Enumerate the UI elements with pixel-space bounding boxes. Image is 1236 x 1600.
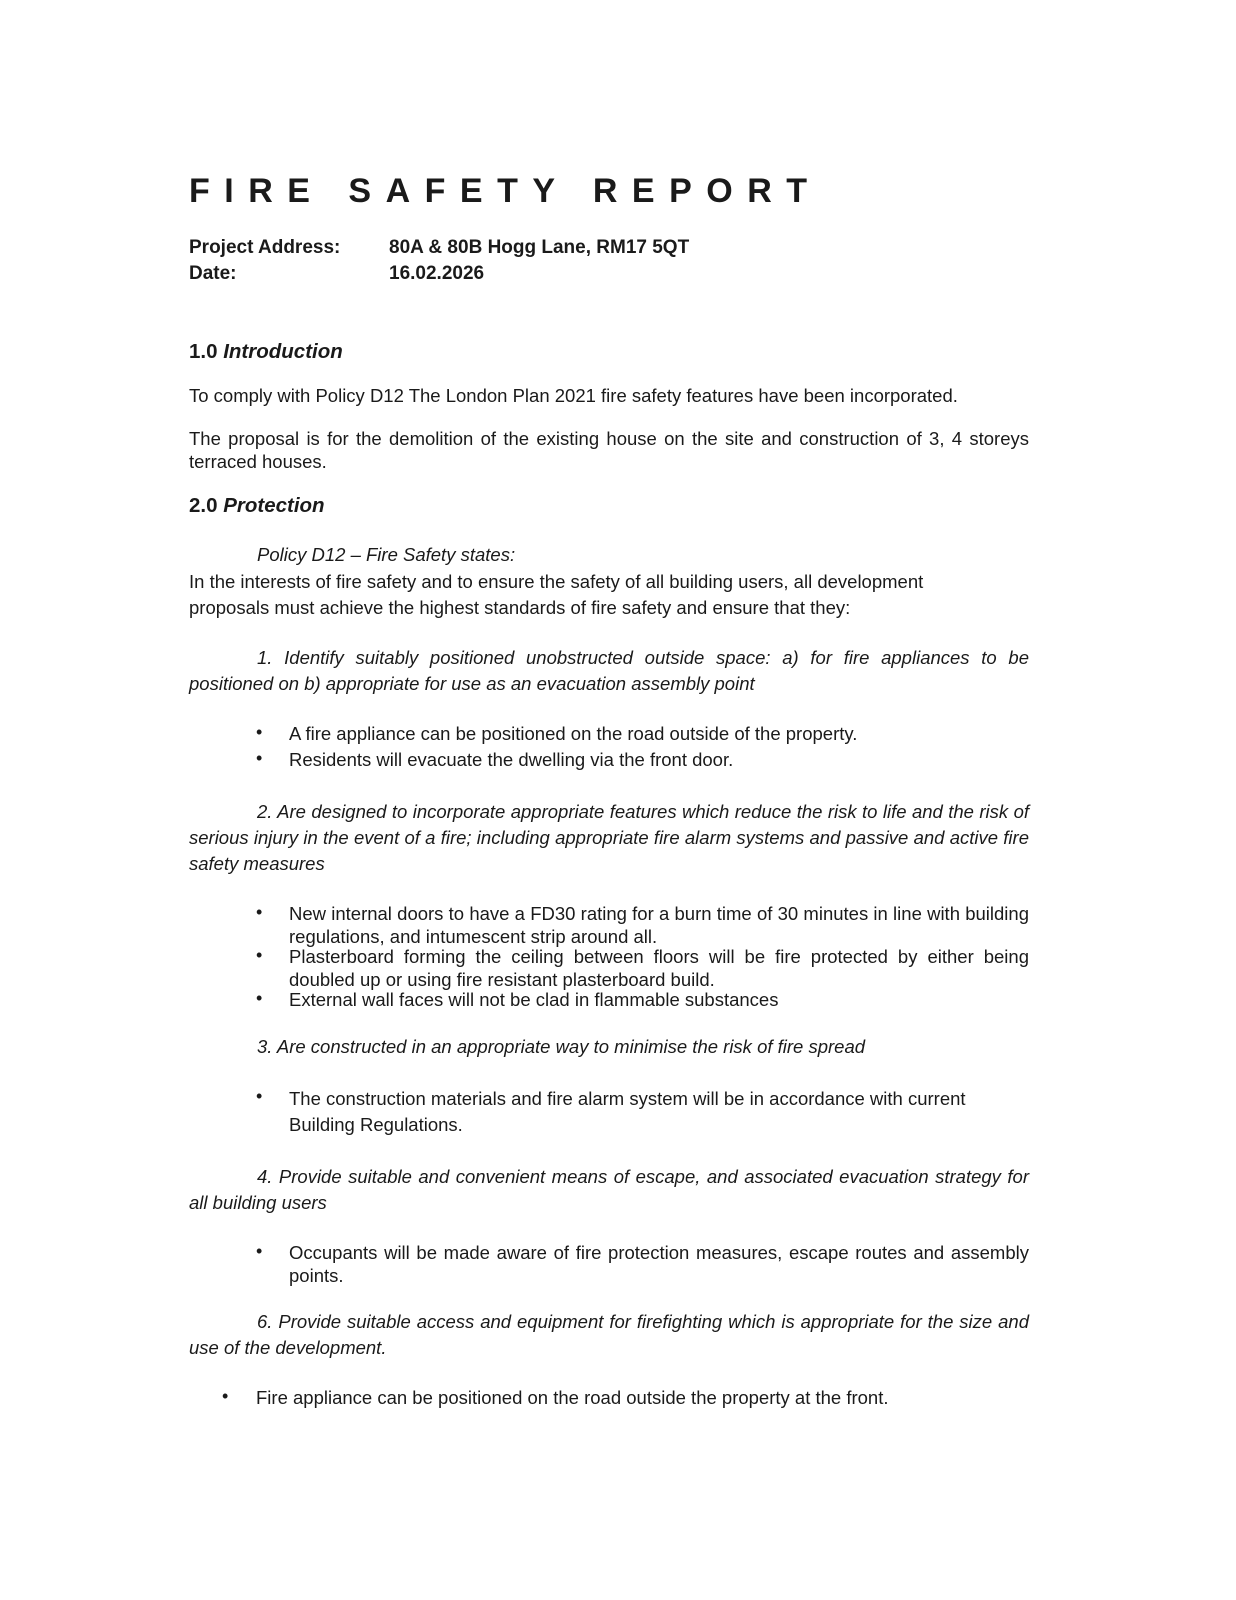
section-number: 1.0 (189, 340, 218, 363)
bullet-marker: • (256, 988, 263, 1008)
date-value: 16.02.2026 (389, 263, 485, 284)
bullet-item: A fire appliance can be positioned on the road outside of the property. (289, 723, 858, 744)
policy-item-heading: 4. Provide suitable and convenient means of escape, and associated evacuation strategy for all building users (189, 1166, 1029, 1213)
policy-item-heading: 3. Are constructed in an appropriate way to minimise the risk of fire spread (257, 1036, 866, 1057)
intro-paragraph-1: To comply with Policy D12 The London Plan 2021 fire safety features have been incorporated. (189, 385, 958, 406)
page-title: FIRE SAFETY REPORT (189, 172, 822, 210)
bullet-marker: • (256, 748, 263, 768)
bullet-item: Residents will evacuate the dwelling via the front door. (289, 749, 734, 770)
policy-item-heading: 2. Are designed to incorporate appropriate features which reduce the risk to life and the risk of serious injury in the event of a fire; including appropriate fire alarm systems and passive and active fire safety measures (189, 801, 1029, 874)
date-label: Date: (189, 263, 237, 284)
bullet-item: Occupants will be made aware of fire protection measures, escape routes and assembly points. (289, 1242, 1029, 1286)
policy-lead: Policy D12 – Fire Safety states: (257, 544, 516, 565)
project-address-label: Project Address: (189, 237, 341, 258)
intro-paragraph-2: The proposal is for the demolition of the existing house on the site and construction of 3, 4 storeys terraced houses. (189, 428, 1029, 472)
bullet-marker: • (256, 945, 263, 965)
section-title: Introduction (223, 340, 343, 363)
bullet-marker: • (256, 902, 263, 922)
bullet-item: Fire appliance can be positioned on the road outside the property at the front. (256, 1387, 889, 1408)
bullet-item: Plasterboard forming the ceiling between floors will be fire protected by either being doubled up or using fire resistant plasterboard build. (289, 946, 1029, 990)
bullet-marker: • (256, 1241, 263, 1261)
section-title: Protection (223, 494, 325, 517)
bullet-item: New internal doors to have a FD30 rating for a burn time of 30 minutes in line with building regulations, and intumescent strip around all. (289, 903, 1029, 947)
section-heading-introduction (189, 340, 343, 364)
project-address-value: 80A & 80B Hogg Lane, RM17 5QT (389, 237, 690, 258)
bullet-marker: • (256, 1086, 263, 1106)
bullet-marker: • (222, 1386, 229, 1406)
bullet-item: The construction materials and fire alarm system will be in accordance with current Building Regulations. (289, 1088, 966, 1135)
section-number: 2.0 (189, 494, 218, 517)
policy-text-line-2: proposals must achieve the highest standards of fire safety and ensure that they: (189, 597, 851, 618)
policy-item-heading: 6. Provide suitable access and equipment for firefighting which is appropriate for the size and use of the development. (189, 1311, 1029, 1358)
bullet-marker: • (256, 722, 263, 742)
policy-text-line-1: In the interests of fire safety and to ensure the safety of all building users, all development (189, 571, 924, 592)
policy-item-heading: 1. Identify suitably positioned unobstructed outside space: a) for fire appliances to be positioned on b) appropriate for use as an evacuation assembly point (189, 647, 1029, 694)
section-heading-protection (189, 494, 325, 518)
bullet-item: External wall faces will not be clad in flammable substances (289, 989, 779, 1010)
